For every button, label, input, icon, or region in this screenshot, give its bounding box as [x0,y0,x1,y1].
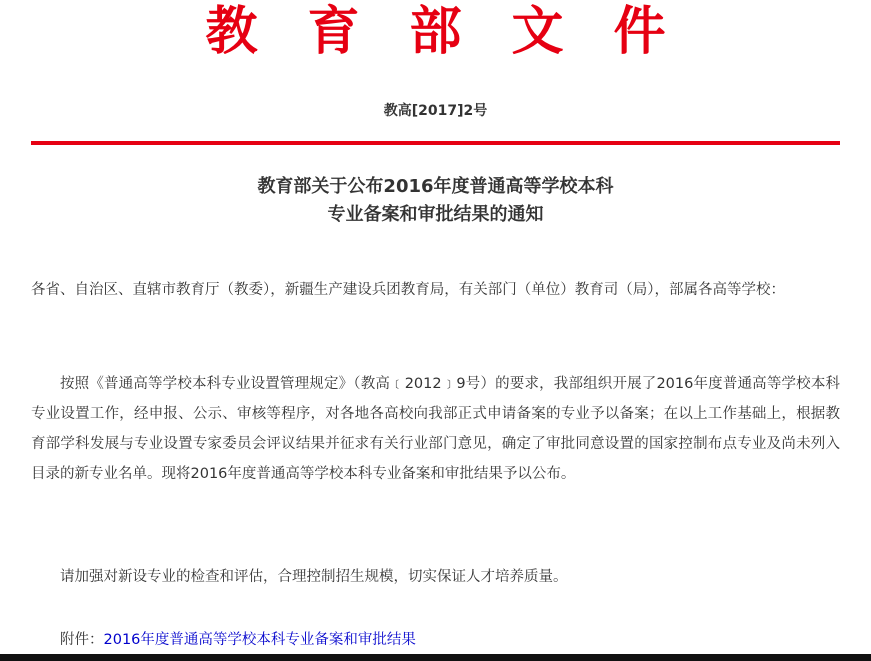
masthead-char: 育 [307,1,360,62]
document-masthead [0,2,871,62]
body-paragraph-2: 请加强对新设专业的检查和评估，合理控制招生规模，切实保证人才培养质量。 [60,569,568,585]
title-line-2: 专业备案和审批结果的通知 [327,204,544,225]
masthead-char: 文 [511,1,564,62]
attachment-label: 附件： [60,632,104,648]
body-paragraph-1: 按照《普通高等学校本科专业设置管理规定》（教高﹝2012﹞9号）的要求，我部组织开展了2016年度普通高等学校本科专业设置工作，经申报、公示、审核等程序，对各地各高校向我部正式申请备案的专业予以备案；在以上工作基础上，根据教育部学科发展与专业设置专家委员会评议结果并征求有关行业部门意见，确定了审批同意设置的国家控制布点专业及尚未列入目录的新专业名单。现将2016年度普通高等学校本科专业备案和审批结果予以公布。 [31,376,840,482]
attachment-line [31,625,840,655]
salutation: 各省、自治区、直辖市教育厅（教委），新疆生产建设兵团教育局，有关部门（单位）教育司（局），部属各高等学校： [31,282,785,298]
attachment-link[interactable]: 2016年度普通高等学校本科专业备案和审批结果 [103,632,416,648]
document-number: 教高[2017]2号 [383,103,488,119]
title-line-1: 教育部关于公布2016年度普通高等学校本科 [257,176,614,197]
masthead-char: 部 [409,1,462,62]
document-title [0,173,871,229]
masthead-char: 教 [205,1,258,62]
masthead-char: 件 [613,1,666,62]
bottom-bar [0,654,871,661]
red-divider [31,141,840,145]
